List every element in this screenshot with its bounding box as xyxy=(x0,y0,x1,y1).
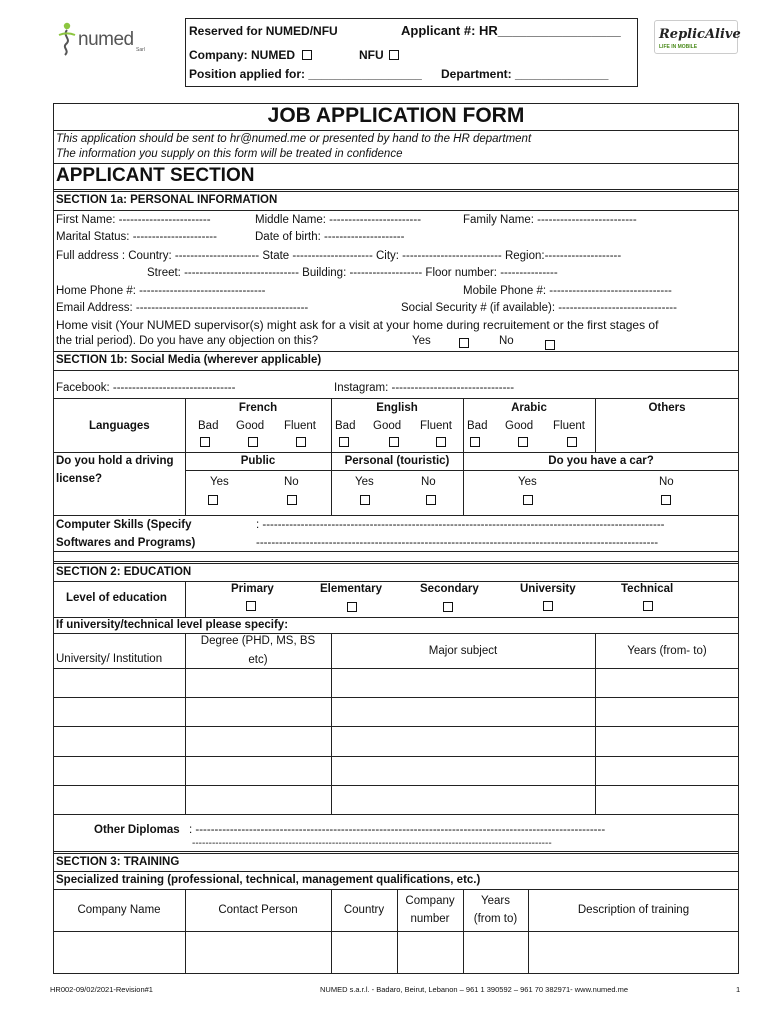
french-bad: Bad xyxy=(198,420,219,432)
lang-french: French xyxy=(238,402,278,414)
form-title: JOB APPLICATION FORM xyxy=(267,104,525,127)
instagram-field[interactable]: Instagram: -------------------------------- xyxy=(334,382,515,394)
public-yes-checkbox[interactable] xyxy=(208,495,218,505)
position-field[interactable]: Position applied for: _________________ xyxy=(189,67,422,81)
car-no-label: No xyxy=(659,476,674,488)
edu-secondary-checkbox[interactable] xyxy=(443,602,453,612)
other-diplomas-line-2[interactable]: ------------------------------------------------------------------------------------------------------------ xyxy=(192,839,552,849)
page-number: 1 xyxy=(736,985,741,994)
visit-no-checkbox[interactable] xyxy=(545,340,555,350)
car-no-checkbox[interactable] xyxy=(661,495,671,505)
col-degree-1: Degree (PHD, MS, BS xyxy=(200,635,316,647)
education-level-label: Level of education xyxy=(66,592,167,604)
home-visit-text-1: Home visit (Your NUMED supervisor(s) might ask for a visit at your home during recruitement or the first stages of xyxy=(56,318,659,332)
section-3-heading: SECTION 3: TRAINING xyxy=(56,856,180,868)
personal-yes-checkbox[interactable] xyxy=(360,495,370,505)
replicalive-logo xyxy=(654,20,741,54)
education-specify-label: If university/technical level please specify: xyxy=(56,619,289,631)
visit-yes-label: Yes xyxy=(412,335,431,347)
edu-row-1[interactable] xyxy=(53,697,739,698)
lang-english: English xyxy=(376,402,418,414)
email-field[interactable]: Email Address: --------------------------------------------- xyxy=(56,302,309,314)
languages-label: Languages xyxy=(89,420,150,432)
personal-yes-label: Yes xyxy=(355,476,374,488)
train-col-number-1: Company xyxy=(405,895,455,907)
english-fluent-checkbox[interactable] xyxy=(436,437,446,447)
first-name-field[interactable]: First Name: ------------------------ xyxy=(56,214,211,226)
ssn-field[interactable]: Social Security # (if available): ------------------------------- xyxy=(401,302,677,314)
section-1b-heading: SECTION 1b: Social Media (wherever applicable) xyxy=(56,354,322,366)
brand-name: ReplicAlive xyxy=(659,27,741,42)
arabic-fluent: Fluent xyxy=(553,420,585,432)
home-phone-field[interactable]: Home Phone #: --------------------------------- xyxy=(56,285,266,297)
home-visit-text-2: the trial period). Do you have any objection on this? xyxy=(56,335,319,347)
arabic-fluent-checkbox[interactable] xyxy=(567,437,577,447)
training-subheading: Specialized training (professional, technical, management qualifications, etc.) xyxy=(56,874,481,886)
computer-skills-line-2[interactable]: --------------------------------------------------------------------------------------------------------- xyxy=(256,538,659,549)
company-label: Company: NUMED xyxy=(189,48,296,62)
street-field[interactable]: Street: ------------------------------ Building: ------------------- Floor number: --------------- xyxy=(147,267,558,279)
edu-secondary: Secondary xyxy=(420,583,479,595)
logo-sub: Sarl xyxy=(136,47,145,53)
driving-label-2: license? xyxy=(56,473,103,485)
have-car-label: Do you have a car? xyxy=(548,455,654,467)
lang-arabic: Arabic xyxy=(511,402,547,414)
company-numed-checkbox[interactable] xyxy=(302,50,312,60)
driving-public: Public xyxy=(240,455,276,467)
mobile-phone-field[interactable]: Mobile Phone #: -------------------------------- xyxy=(463,285,672,297)
col-major: Major subject xyxy=(428,645,498,657)
english-good-checkbox[interactable] xyxy=(389,437,399,447)
col-degree-2: etc) xyxy=(248,654,268,666)
section-1a-heading: SECTION 1a: PERSONAL INFORMATION xyxy=(56,194,278,206)
applicant-section-title: APPLICANT SECTION xyxy=(56,165,255,186)
edu-row-2[interactable] xyxy=(53,726,739,727)
edu-primary: Primary xyxy=(231,583,274,595)
train-col-description: Description of training xyxy=(577,904,690,916)
arabic-bad: Bad xyxy=(467,420,488,432)
note-line-1: This application should be sent to hr@numed.me or presented by hand to the HR department xyxy=(56,133,532,145)
train-col-years-1: Years xyxy=(481,895,510,907)
public-yes-label: Yes xyxy=(210,476,229,488)
middle-name-field[interactable]: Middle Name: ------------------------ xyxy=(255,214,422,226)
edu-row-4[interactable] xyxy=(53,785,739,786)
personal-no-label: No xyxy=(421,476,436,488)
car-yes-checkbox[interactable] xyxy=(523,495,533,505)
note-line-2: The information you supply on this form will be treated in confidence xyxy=(56,148,403,160)
arabic-good: Good xyxy=(505,420,534,432)
marital-status-field[interactable]: Marital Status: ---------------------- xyxy=(56,231,217,243)
edu-row-3[interactable] xyxy=(53,756,739,757)
col-university: University/ Institution xyxy=(56,653,163,665)
section-2-heading: SECTION 2: EDUCATION xyxy=(56,566,192,578)
driving-label-1: Do you hold a driving xyxy=(56,455,174,467)
footer-revision: HR002-09/02/2021-Revision#1 xyxy=(50,985,153,994)
train-col-years-2: (from to) xyxy=(473,913,518,925)
english-fluent: Fluent xyxy=(420,420,452,432)
french-good-checkbox[interactable] xyxy=(248,437,258,447)
french-fluent-checkbox[interactable] xyxy=(296,437,306,447)
edu-university: University xyxy=(520,583,576,595)
col-years: Years (from- to) xyxy=(627,645,707,657)
french-good: Good xyxy=(236,420,265,432)
dob-field[interactable]: Date of birth: --------------------- xyxy=(255,231,405,243)
english-good: Good xyxy=(373,420,402,432)
english-bad: Bad xyxy=(335,420,356,432)
applicant-number: Applicant #: HR_________________ xyxy=(401,23,621,38)
address-field[interactable]: Full address : Country: ---------------------- State --------------------- City: -------------------------- Region:-------------------- xyxy=(56,250,622,262)
other-diplomas-line-1[interactable]: : ----------------------------------------------------------------------------------------------------------- xyxy=(189,825,606,836)
train-col-contact: Contact Person xyxy=(218,904,298,916)
training-row-1[interactable] xyxy=(53,931,739,932)
driving-personal: Personal (touristic) xyxy=(344,455,450,467)
edu-technical-checkbox[interactable] xyxy=(643,601,653,611)
computer-skills-line-1[interactable]: : --------------------------------------------------------------------------------------------------------- xyxy=(256,520,665,531)
computer-skills-label-2: Softwares and Programs) xyxy=(56,537,196,549)
lang-others: Others xyxy=(648,402,686,414)
department-field[interactable]: Department: ______________ xyxy=(441,67,609,81)
edu-technical: Technical xyxy=(621,583,674,595)
arabic-good-checkbox[interactable] xyxy=(518,437,528,447)
train-col-number-2: number xyxy=(410,913,450,925)
train-col-country: Country xyxy=(343,904,385,916)
edu-elementary-checkbox[interactable] xyxy=(347,602,357,612)
visit-no-label: No xyxy=(499,335,514,347)
english-bad-checkbox[interactable] xyxy=(339,437,349,447)
train-col-company: Company Name xyxy=(77,904,161,916)
edu-university-checkbox[interactable] xyxy=(543,601,553,611)
brand-tagline: LIFE IN MOBILE xyxy=(659,44,698,50)
family-name-field[interactable]: Family Name: -------------------------- xyxy=(463,214,637,226)
nfu-label: NFU xyxy=(359,48,384,62)
french-fluent: Fluent xyxy=(284,420,316,432)
arabic-bad-checkbox[interactable] xyxy=(470,437,480,447)
edu-primary-checkbox[interactable] xyxy=(246,601,256,611)
computer-skills-label-1: Computer Skills (Specify xyxy=(56,519,192,531)
facebook-field[interactable]: Facebook: -------------------------------- xyxy=(56,382,236,394)
car-yes-label: Yes xyxy=(518,476,537,488)
personal-no-checkbox[interactable] xyxy=(426,495,436,505)
logo-text: numed xyxy=(78,29,134,50)
company-nfu-checkbox[interactable] xyxy=(389,50,399,60)
visit-yes-checkbox[interactable] xyxy=(459,338,469,348)
reserved-label: Reserved for NUMED/NFU xyxy=(189,24,338,38)
public-no-label: No xyxy=(284,476,299,488)
footer-address: NUMED s.a.r.l. - Badaro, Beirut, Lebanon – 961 1 390592 – 961 70 382971- www.numed.me xyxy=(320,985,629,994)
numed-logo xyxy=(56,22,156,58)
french-bad-checkbox[interactable] xyxy=(200,437,210,447)
public-no-checkbox[interactable] xyxy=(287,495,297,505)
other-diplomas-label: Other Diplomas xyxy=(94,824,180,836)
figure-icon xyxy=(56,22,78,56)
edu-elementary: Elementary xyxy=(320,583,383,595)
